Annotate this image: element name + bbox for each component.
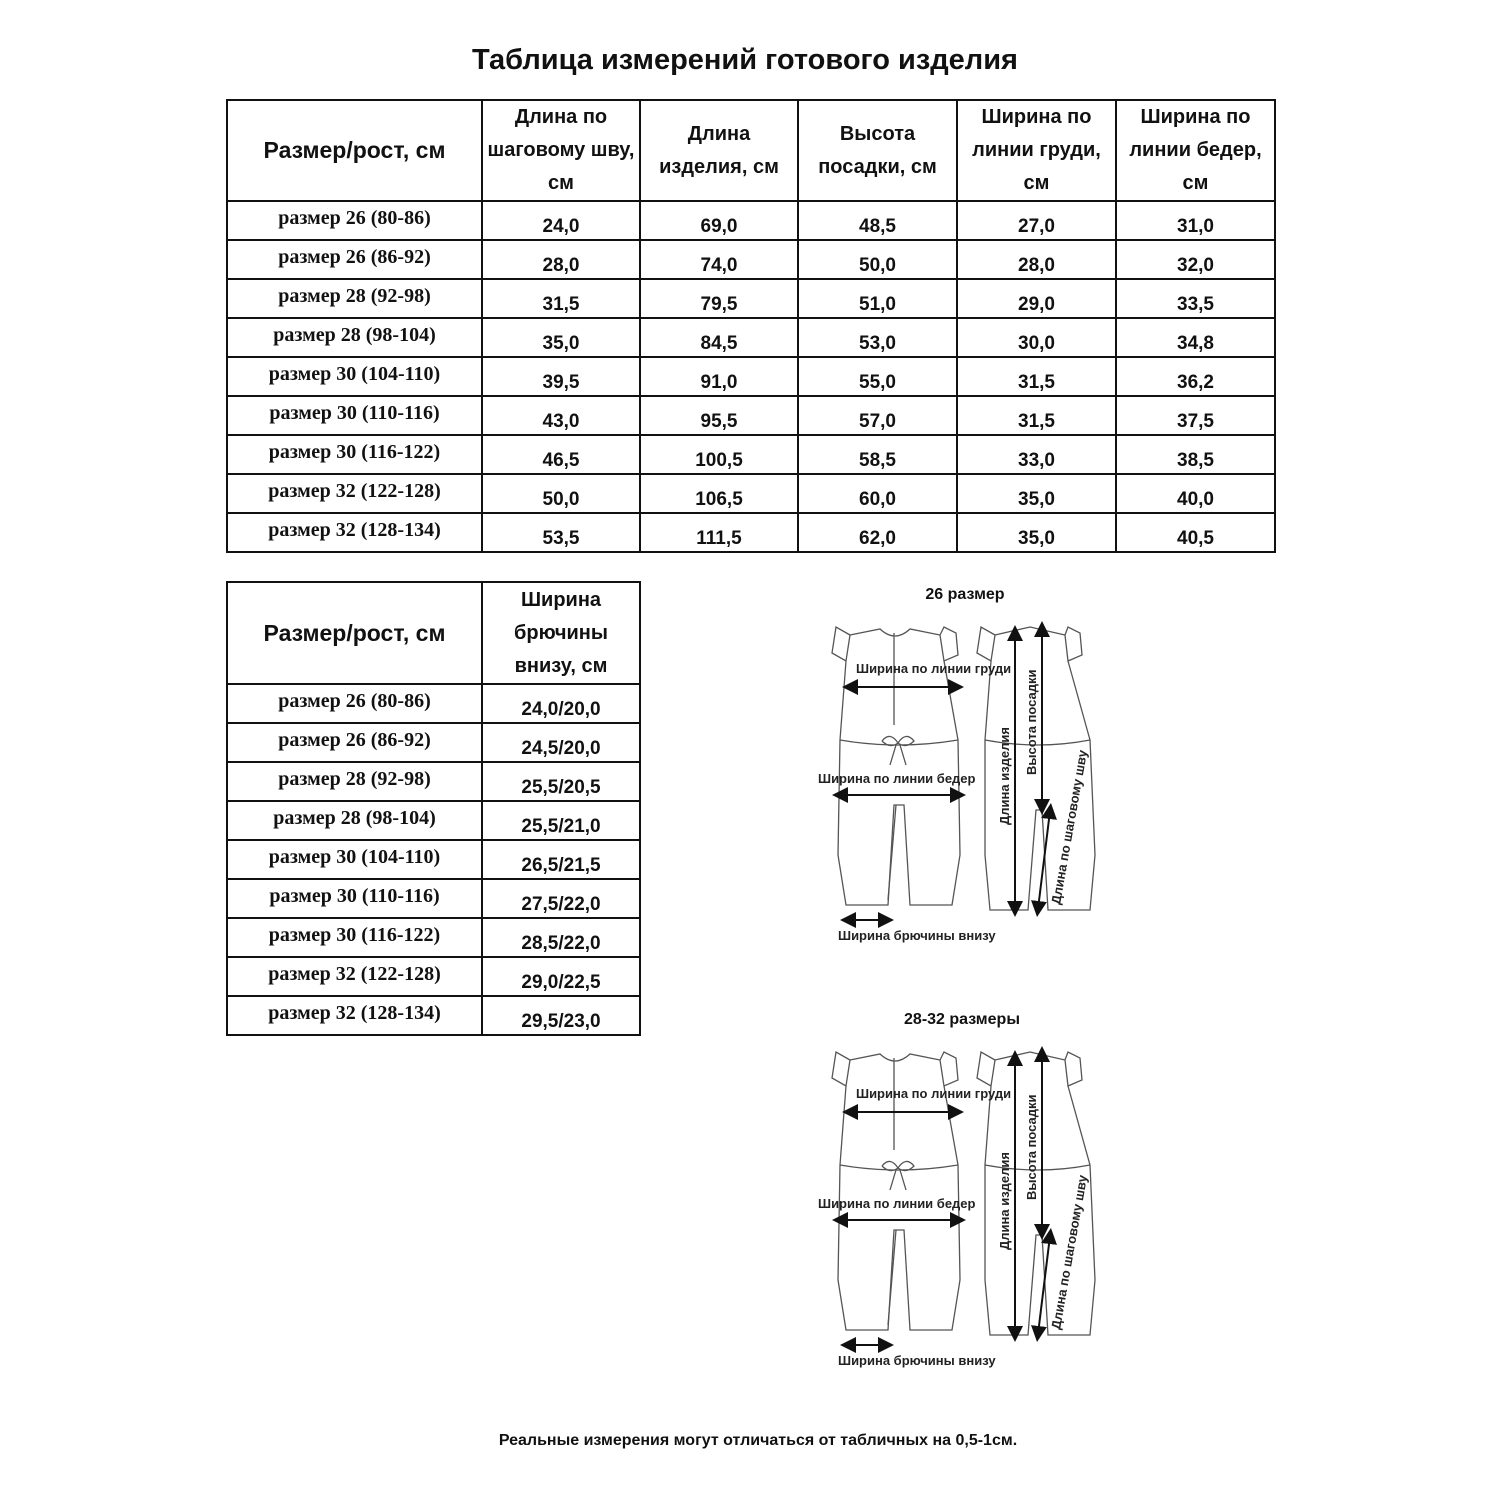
value-cell: 36,2 <box>1116 357 1275 396</box>
table-row <box>227 240 1275 279</box>
table-row <box>227 474 1275 513</box>
size-cell: размер 26 (86-92) <box>227 240 482 279</box>
length-label: Длина изделия <box>997 727 1012 825</box>
table-row <box>227 357 1275 396</box>
rise-label: Высота посадки <box>1024 669 1039 775</box>
value-cell: 43,0 <box>482 396 640 435</box>
main-size-table <box>226 99 1276 553</box>
value-cell: 31,5 <box>957 357 1116 396</box>
value-cell: 32,0 <box>1116 240 1275 279</box>
value-cell: 40,5 <box>1116 513 1275 552</box>
table-row <box>227 279 1275 318</box>
value-cell: 91,0 <box>640 357 798 396</box>
hip-width-label: Ширина по линии бедер <box>818 771 976 786</box>
rise-label: Высота посадки <box>1024 1094 1039 1200</box>
value-cell: 57,0 <box>798 396 957 435</box>
size-cell: размер 26 (86-92) <box>227 723 482 762</box>
footnote: Реальные измерения могут отличаться от табличных на 0,5-1см. <box>498 1432 1018 1449</box>
value-cell: 37,5 <box>1116 396 1275 435</box>
value-cell: 26,5/21,5 <box>482 840 640 879</box>
hem-width-label: Ширина брючины внизу <box>838 928 996 943</box>
inseam-arrow <box>1038 1236 1050 1334</box>
size-cell: размер 28 (92-98) <box>227 762 482 801</box>
chest-width-label: Ширина по линии груди <box>856 661 1012 676</box>
jumpsuit-sketch-28-32 <box>810 1040 1100 1385</box>
length-label: Длина изделия <box>997 1152 1012 1250</box>
value-cell: 74,0 <box>640 240 798 279</box>
size-cell: размер 30 (116-122) <box>227 918 482 957</box>
header-size: Размер/рост, см <box>227 100 482 201</box>
value-cell: 28,0 <box>957 240 1116 279</box>
value-cell: 24,5/20,0 <box>482 723 640 762</box>
size-cell: размер 30 (110-116) <box>227 396 482 435</box>
header-chest: Ширина по линии груди, см <box>957 100 1116 201</box>
chest-width-label: Ширина по линии груди <box>856 1086 1012 1101</box>
size-cell: размер 28 (98-104) <box>227 801 482 840</box>
value-cell: 29,5/23,0 <box>482 996 640 1035</box>
header-size: Размер/рост, см <box>227 582 482 684</box>
table-header-row <box>227 582 640 684</box>
header-hips: Ширина по линии бедер, см <box>1116 100 1275 201</box>
jumpsuit-sketch-26 <box>810 615 1100 960</box>
value-cell: 48,5 <box>798 201 957 240</box>
page-title: Таблица измерений готового изделия <box>472 44 1018 76</box>
table-row <box>227 201 1275 240</box>
table-row <box>227 513 1275 552</box>
table-row <box>227 723 640 762</box>
table-header-row <box>227 100 1275 201</box>
value-cell: 79,5 <box>640 279 798 318</box>
bow-icon <box>882 1161 914 1190</box>
value-cell: 106,5 <box>640 474 798 513</box>
header-inseam: Длина по шаговому шву, см <box>482 100 640 201</box>
header-rise: Высота посадки, см <box>798 100 957 201</box>
header-hem-width: Ширина брючины внизу, см <box>482 582 640 684</box>
value-cell: 39,5 <box>482 357 640 396</box>
value-cell: 38,5 <box>1116 435 1275 474</box>
value-cell: 24,0 <box>482 201 640 240</box>
value-cell: 95,5 <box>640 396 798 435</box>
value-cell: 24,0/20,0 <box>482 684 640 723</box>
value-cell: 55,0 <box>798 357 957 396</box>
value-cell: 35,0 <box>957 474 1116 513</box>
value-cell: 33,5 <box>1116 279 1275 318</box>
table-row <box>227 840 640 879</box>
inseam-label: Длина по шаговому шву <box>1048 1173 1091 1331</box>
value-cell: 35,0 <box>482 318 640 357</box>
table-row <box>227 957 640 996</box>
size-cell: размер 32 (122-128) <box>227 957 482 996</box>
value-cell: 69,0 <box>640 201 798 240</box>
value-cell: 58,5 <box>798 435 957 474</box>
value-cell: 31,5 <box>957 396 1116 435</box>
diagram-title-28-32: 28-32 размеры <box>904 1011 1020 1028</box>
header-length: Длина изделия, см <box>640 100 798 201</box>
size-cell: размер 32 (122-128) <box>227 474 482 513</box>
value-cell: 29,0 <box>957 279 1116 318</box>
value-cell: 28,5/22,0 <box>482 918 640 957</box>
value-cell: 31,5 <box>482 279 640 318</box>
size-cell: размер 28 (98-104) <box>227 318 482 357</box>
value-cell: 60,0 <box>798 474 957 513</box>
table-row <box>227 879 640 918</box>
bow-icon <box>882 736 914 765</box>
value-cell: 27,0 <box>957 201 1116 240</box>
front-inseam <box>888 805 896 900</box>
value-cell: 27,5/22,0 <box>482 879 640 918</box>
table-row <box>227 996 640 1035</box>
value-cell: 62,0 <box>798 513 957 552</box>
table-row <box>227 684 640 723</box>
leg-width-table <box>226 581 641 1036</box>
size-cell: размер 26 (80-86) <box>227 201 482 240</box>
value-cell: 100,5 <box>640 435 798 474</box>
table-row <box>227 801 640 840</box>
value-cell: 50,0 <box>482 474 640 513</box>
value-cell: 30,0 <box>957 318 1116 357</box>
value-cell: 33,0 <box>957 435 1116 474</box>
value-cell: 53,5 <box>482 513 640 552</box>
table-row <box>227 435 1275 474</box>
value-cell: 50,0 <box>798 240 957 279</box>
value-cell: 84,5 <box>640 318 798 357</box>
diagram-title-26: 26 размер <box>925 586 1005 603</box>
value-cell: 31,0 <box>1116 201 1275 240</box>
value-cell: 25,5/20,5 <box>482 762 640 801</box>
value-cell: 35,0 <box>957 513 1116 552</box>
value-cell: 29,0/22,5 <box>482 957 640 996</box>
size-cell: размер 32 (128-134) <box>227 996 482 1035</box>
table-row <box>227 762 640 801</box>
value-cell: 25,5/21,0 <box>482 801 640 840</box>
size-cell: размер 30 (110-116) <box>227 879 482 918</box>
table-row <box>227 318 1275 357</box>
inseam-arrow <box>1038 811 1050 909</box>
value-cell: 40,0 <box>1116 474 1275 513</box>
size-cell: размер 26 (80-86) <box>227 684 482 723</box>
table-row <box>227 918 640 957</box>
inseam-label: Длина по шаговому шву <box>1048 748 1091 906</box>
hem-width-label: Ширина брючины внизу <box>838 1353 996 1368</box>
value-cell: 34,8 <box>1116 318 1275 357</box>
value-cell: 111,5 <box>640 513 798 552</box>
table-row <box>227 396 1275 435</box>
front-inseam <box>888 1230 896 1325</box>
size-cell: размер 30 (116-122) <box>227 435 482 474</box>
size-cell: размер 32 (128-134) <box>227 513 482 552</box>
value-cell: 28,0 <box>482 240 640 279</box>
value-cell: 53,0 <box>798 318 957 357</box>
size-cell: размер 30 (104-110) <box>227 840 482 879</box>
hip-width-label: Ширина по линии бедер <box>818 1196 976 1211</box>
size-cell: размер 30 (104-110) <box>227 357 482 396</box>
size-cell: размер 28 (92-98) <box>227 279 482 318</box>
value-cell: 51,0 <box>798 279 957 318</box>
value-cell: 46,5 <box>482 435 640 474</box>
